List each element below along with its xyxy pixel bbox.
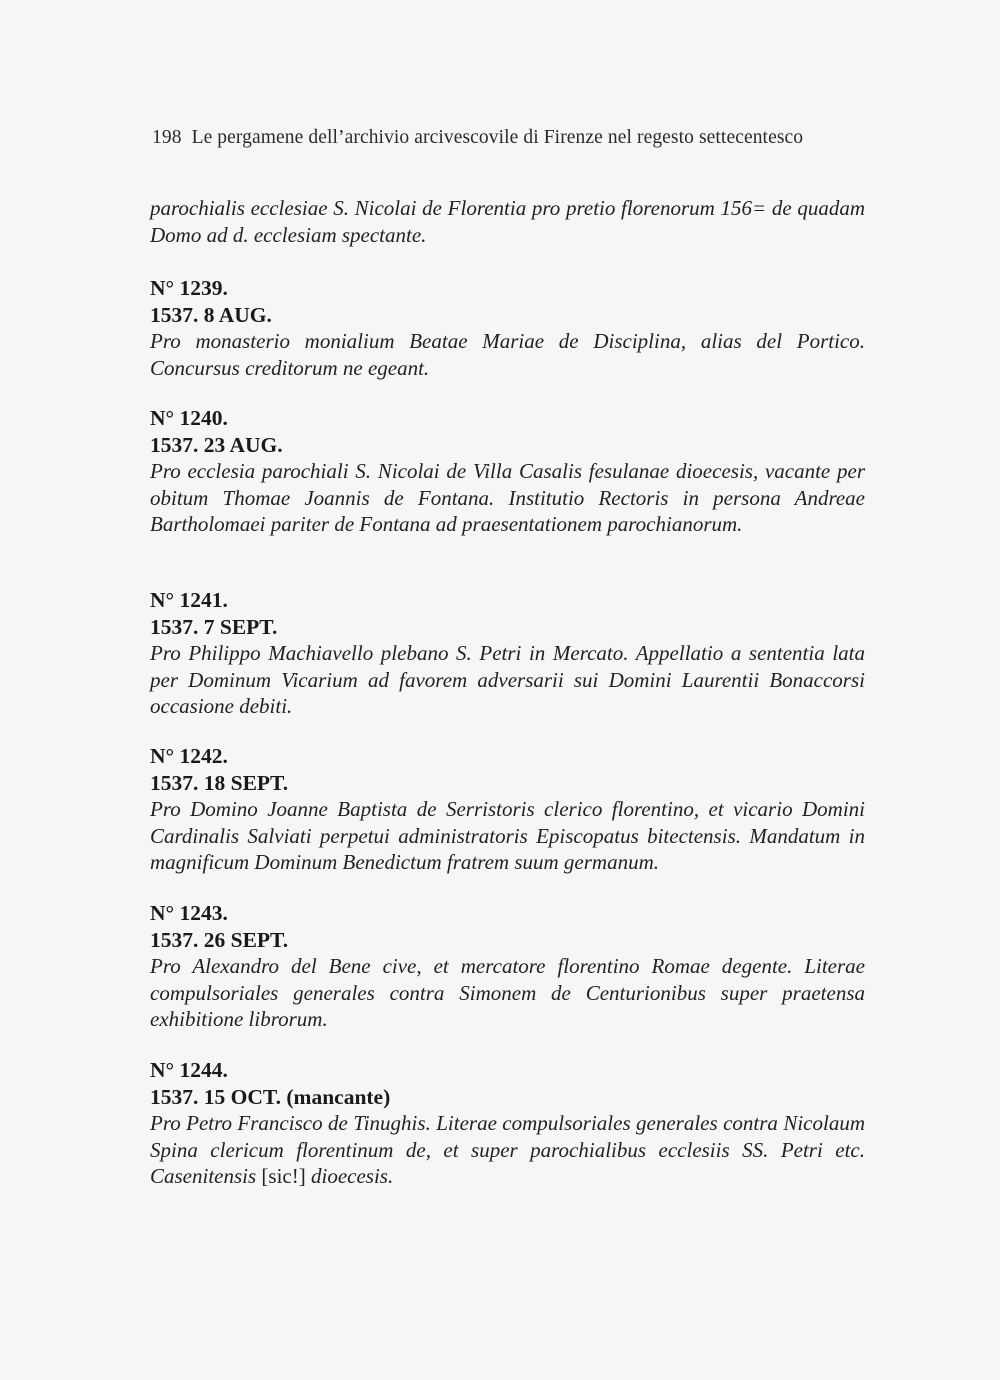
entry-text: Pro Domino Joanne Baptista de Serristoris clerico florentino, et vicario Domini Cardinalis Salviati perpetui administratoris Episcopatus bitectensis. Mandatum in magnificum Dominum Benedictum fratrem suum germanum.	[150, 797, 865, 874]
entry-number: N° 1243.	[150, 901, 228, 925]
running-head	[152, 127, 803, 149]
sic-note: [sic!]	[261, 1164, 306, 1188]
entry-number: N° 1244.	[150, 1058, 228, 1082]
entry-text: Pro monasterio monialium Beatae Mariae de Disciplina, alias del Portico. Concursus creditorum ne egeant.	[150, 329, 865, 380]
entry-text-end: dioecesis.	[310, 1164, 394, 1188]
entry-date: 1537. 15 OCT. (mancante)	[150, 1084, 391, 1109]
entry-date: 1537. 23 AUG.	[150, 432, 283, 457]
entry-text: Pro Alexandro del Bene cive, et mercatore florentino Romae degente. Literae compulsoriales generales contra Simonem de Centurionibus super praetensa exhibitione librorum.	[150, 954, 865, 1031]
entry-1242	[150, 743, 865, 876]
entry-date: 1537. 18 SEPT.	[150, 770, 289, 795]
entry-number: N° 1241.	[150, 588, 228, 612]
entry-date: 1537. 7 SEPT.	[150, 614, 278, 639]
entry-text: Pro ecclesia parochiali S. Nicolai de Villa Casalis fesulanae dioecesis, vacante per obitum Thomae Joannis de Fontana. Institutio Rectoris in persona Andreae Bartholomaei pariter de Fontana ad praesentationem parochianorum.	[150, 459, 865, 536]
entry-1239	[150, 275, 865, 381]
entry-text	[150, 1110, 865, 1190]
entry-1244	[150, 1057, 865, 1190]
continuation-text: parochialis ecclesiae S. Nicolai de Florentia pro pretio florenorum 156= de quadam Domo ad d. ecclesiam spectante.	[150, 196, 865, 247]
entry-1241	[150, 587, 865, 720]
entry-text-main: Pro Petro Francisco de Tinughis. Literae compulsoriales generales contra Nicolaum Spina clericum florentinum de, et super parochialibus ecclesiis SS. Petri etc. Casenitensis	[150, 1111, 865, 1188]
continuation-block	[150, 195, 865, 248]
entry-date: 1537. 26 SEPT.	[150, 927, 289, 952]
entry-1243	[150, 900, 865, 1033]
entry-number: N° 1239.	[150, 276, 228, 300]
entry-number: N° 1242.	[150, 744, 228, 768]
page-number: 198	[152, 127, 182, 148]
running-title: Le pergamene dell’archivio arcivescovile di Firenze nel regesto settecentesco	[191, 127, 804, 148]
entry-number: N° 1240.	[150, 406, 228, 430]
entry-date: 1537. 8 AUG.	[150, 302, 272, 327]
entry-1240	[150, 405, 865, 538]
entry-text: Pro Philippo Machiavello plebano S. Petri in Mercato. Appellatio a sententia lata per Dominum Vicarium ad favorem adversarii sui Domini Laurentii Bonaccorsi occasione debiti.	[150, 641, 865, 718]
